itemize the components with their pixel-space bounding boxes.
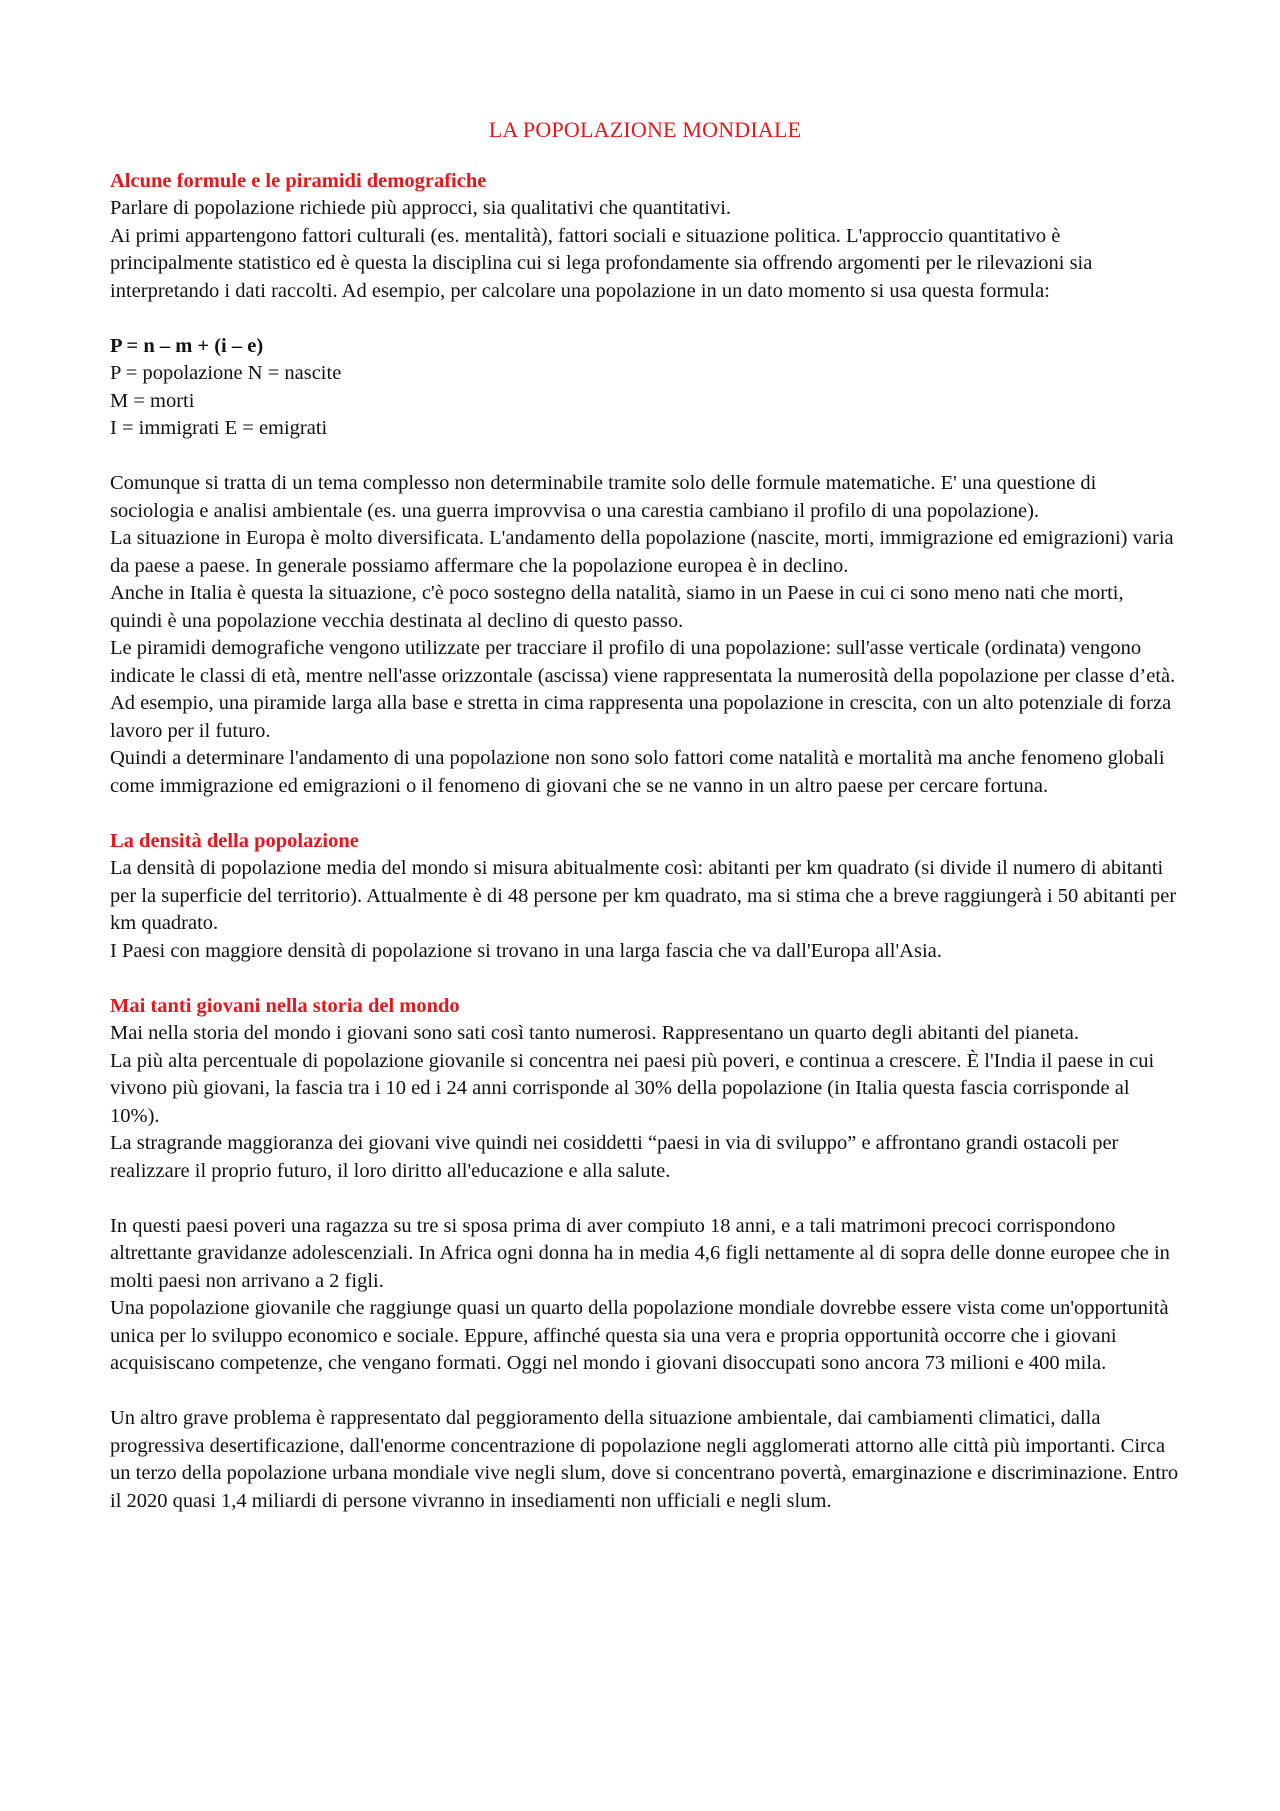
spacer bbox=[110, 800, 1180, 828]
spacer bbox=[110, 305, 1180, 333]
document-title: LA POPOLAZIONE MONDIALE bbox=[488, 117, 802, 142]
section-heading: Mai tanti giovani nella storia del mondo bbox=[110, 994, 460, 1017]
paragraph: Comunque si tratta di un tema complesso non determinabile tramite solo delle formule matematiche. E' una questione di sociologia e analisi ambientale (es. una guerra improvvisa o una carestia cambiano il profilo di una popolazione). bbox=[110, 472, 1097, 522]
paragraph: La densità di popolazione media del mondo si misura abitualmente così: abitanti per km quadrato (si divide il numero di abitanti per la superficie del territorio). Attualmente è di 48 persone per km quadrato, ma si stima che a breve raggiungerà i 50 abitanti per km quadrato. bbox=[110, 857, 1177, 934]
formula-legend-line: I = immigrati E = emigrati bbox=[110, 417, 328, 439]
formula: P = n – m + (i – e) bbox=[110, 334, 264, 357]
section-heading: Alcune formule e le piramidi demografiche bbox=[110, 169, 487, 192]
paragraph: La più alta percentuale di popolazione giovanile si concentra nei paesi più poveri, e continua a crescere. È l'India il paese in cui vivono più giovani, la fascia tra i 10 ed i 24 anni corrisponde al 30% della popolazione (in Italia questa fascia corrisponde al 10%). bbox=[110, 1049, 1155, 1127]
paragraph: Le piramidi demografiche vengono utilizzate per tracciare il profilo di una popolazione: sull'asse verticale (ordinata) vengono indicate le classi di età, mentre nell'asse orizzontale (ascissa) viene rappresentata la numerosità della popolazione per classe d’età. Ad esempio, una piramide larga alla base e stretta in cima rappresenta una popolazione in crescita, con un alto potenziale di forza lavoro per il futuro. bbox=[110, 637, 1176, 742]
paragraph: Mai nella storia del mondo i giovani sono sati così tanto numerosi. Rappresentano un quarto degli abitanti del pianeta. bbox=[110, 1022, 1079, 1044]
paragraph: La situazione in Europa è molto diversificata. L'andamento della popolazione (nascite, morti, immigrazione ed emigrazioni) varia da paese a paese. In generale possiamo affermare che la popolazione europea è in declino. bbox=[110, 527, 1174, 577]
section-formule bbox=[110, 168, 1180, 801]
paragraph: In questi paesi poveri una ragazza su tre si sposa prima di aver compiuto 18 anni, e a tali matrimoni precoci corrispondono altrettante gravidanze adolescenziali. In Africa ogni donna ha in media 4,6 figli nettamente al di sopra delle donne europee che in molti paesi non arrivano a 2 figli. bbox=[110, 1214, 1170, 1292]
paragraph: Parlare di popolazione richiede più approcci, sia qualitativi che quantitativi. bbox=[110, 197, 732, 219]
paragraph: La stragrande maggioranza dei giovani vive quindi nei cosiddetti “paesi in via di sviluppo” e affrontano grandi ostacoli per realizzare il proprio futuro, il loro diritto all'educazione e alla salute. bbox=[110, 1132, 1119, 1182]
paragraph: I Paesi con maggiore densità di popolazione si trovano in una larga fascia che va dall'Europa all'Asia. bbox=[110, 939, 942, 962]
paragraph: Anche in Italia è questa la situazione, c'è poco sostegno della natalità, siamo in un Paese in cui ci sono meno nati che morti, quindi è una popolazione vecchia destinata al declino di questo passo. bbox=[110, 582, 1124, 632]
spacer bbox=[110, 1185, 1180, 1213]
formula-legend-line: P = popolazione N = nascite bbox=[110, 362, 342, 384]
spacer bbox=[110, 965, 1180, 993]
paragraph: Quindi a determinare l'andamento di una popolazione non sono solo fattori come natalità e mortalità ma anche fenomeno globali come immigrazione ed emigrazioni o il fenomeno di giovani che se ne vanno in un altro paese per cercare fortuna. bbox=[110, 747, 1165, 797]
paragraph: Un altro grave problema è rappresentato dal peggioramento della situazione ambientale, dai cambiamenti climatici, dalla progressiva desertificazione, dall'enorme concentrazione di popolazione negli agglomerati attorno alle città più importanti. Circa un terzo della popolazione urbana mondiale vive negli slum, dove si concentrano povertà, emarginazione e discriminazione. Entro il 2020 quasi 1,4 miliardi di persone vivranno in insediamenti non ufficiali e negli slum. bbox=[110, 1407, 1179, 1512]
document-page bbox=[110, 110, 1180, 1515]
section-giovani bbox=[110, 993, 1180, 1516]
formula-legend-line: M = morti bbox=[110, 389, 195, 412]
section-densita bbox=[110, 828, 1180, 966]
section-heading: La densità della popolazione bbox=[110, 829, 359, 852]
paragraph: Una popolazione giovanile che raggiunge quasi un quarto della popolazione mondiale dovrebbe essere vista come un'opportunità unica per lo sviluppo economico e sociale. Eppure, affinché questa sia una vera e propria opportunità occorre che i giovani acquisiscano competenze, che vengano formati. Oggi nel mondo i giovani disoccupati sono ancora 73 milioni e 400 mila. bbox=[110, 1297, 1169, 1374]
spacer bbox=[110, 443, 1180, 471]
spacer bbox=[110, 1378, 1180, 1406]
paragraph: Ai primi appartengono fattori culturali (es. mentalità), fattori sociali e situazione politica. L'approccio quantitativo è principalmente statistico ed è questa la disciplina cui si lega profondamente sia offrendo argomenti per le rilevazioni sia interpretando i dati raccolti. Ad esempio, per calcolare una popolazione in un dato momento si usa questa formula: bbox=[110, 224, 1093, 302]
